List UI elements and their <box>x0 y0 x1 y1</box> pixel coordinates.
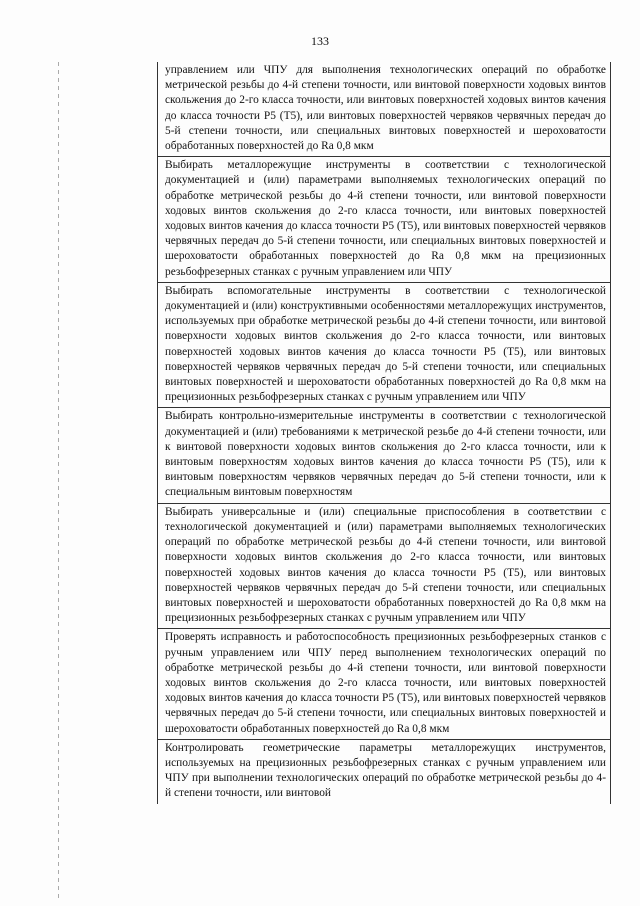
left-border-line <box>58 62 59 902</box>
table-row: Выбирать вспомогательные инструменты в соответствии с технологической документацией и (или) конструктивными особенностями металлорежущих инструментов, используемых при обработке метрической резьбы до 4-й степени точности, или винтовой поверхности ходовых винтов скольжения до 2-го класса точности, или винтовых поверхностей ходовых винтов качения до класса точности P5 (T5), или винтовых поверхностей червяков червячных передач до 5-й степени точности, или специальных винтовых поверхностей и шероховатости обработанных поверхностей до Ra 0,8 мкм на прецизионных резьбофрезерных станках с ручным управлением или ЧПУ <box>158 283 610 409</box>
table-row: Выбирать металлорежущие инструменты в соответствии с технологической документацией и (или) параметрами выполняемых технологических операций по обработке метрической резьбы до 4-й степени точности, или винтовой поверхности ходовых винтов скольжения до 2-го класса точности, или винтовых поверхностей ходовых винтов качения до класса точности P5 (T5), или винтовых поверхностей червяков червячных передач до 5-й степени точности, или специальных винтовых поверхностей и шероховатости обработанных поверхностей до Ra 0,8 мкм на прецизионных резьбофрезерных станках с ручным управлением или ЧПУ <box>158 157 610 283</box>
table-row: Выбирать универсальные и (или) специальные приспособления в соответствии с технологической документацией и (или) параметрами выполняемых технологических операций по обработке метрической резьбы до 4-й степени точности, или винтовой поверхности ходовых винтов скольжения до 2-го класса точности, или винтовых поверхностей ходовых винтов качения до класса точности P5 (T5), или винтовых поверхностей червяков червячных передач до 5-й степени точности, или специальных винтовых поверхностей и шероховатости обработанных поверхностей до Ra 0,8 мкм на прецизионных резьбофрезерных станках с ручным управлением или ЧПУ <box>158 504 610 630</box>
skills-table <box>157 62 611 804</box>
table-row: Выбирать контрольно-измерительные инструменты в соответствии с технологической документацией и (или) требованиями к метрической резьбе до 4-й степени точности, или к винтовой поверхности ходовых винтов скольжения до 2-го класса точности, или к винтовым поверхностям ходовых винтов качения до класса точности P5 (T5), или к винтовым поверхностям червяков червячных передач до 5-й степени точности, или к специальным винтовым поверхностям <box>158 408 610 503</box>
table-row: Проверять исправность и работоспособность прецизионных резьбофрезерных станков с ручным управлением или ЧПУ перед выполнением технологических операций по обработке метрической резьбы до 4-й степени точности, или винтовой поверхности ходовых винтов скольжения до 2-го класса точности, или винтовых поверхностей ходовых винтов качения до класса точности P5 (T5), или винтовых поверхностей червяков червячных передач до 5-й степени точности, или специальных винтовых поверхностей и шероховатости обработанных поверхностей до Ra 0,8 мкм <box>158 629 610 739</box>
table-row: Контролировать геометрические параметры металлорежущих инструментов, используемых на прецизионных резьбофрезерных станках с ручным управлением или ЧПУ при выполнении технологических операций по обработке метрической резьбы до 4-й степени точности, или винтовой <box>165 741 606 800</box>
page-number: 133 <box>311 34 329 48</box>
table-row: управлением или ЧПУ для выполнения технологических операций по обработке метрической резьбы до 4-й степени точности, или винтовой поверхности ходовых винтов скольжения до 2-го класса точности, или винтовых поверхностей ходовых винтов качения до класса точности P5 (T5), или винтовых поверхностей червяков червячных передач до 5-й степени точности, или специальных винтовых поверхностей и шероховатости обработанных поверхностей до Ra 0,8 мкм <box>158 62 610 157</box>
